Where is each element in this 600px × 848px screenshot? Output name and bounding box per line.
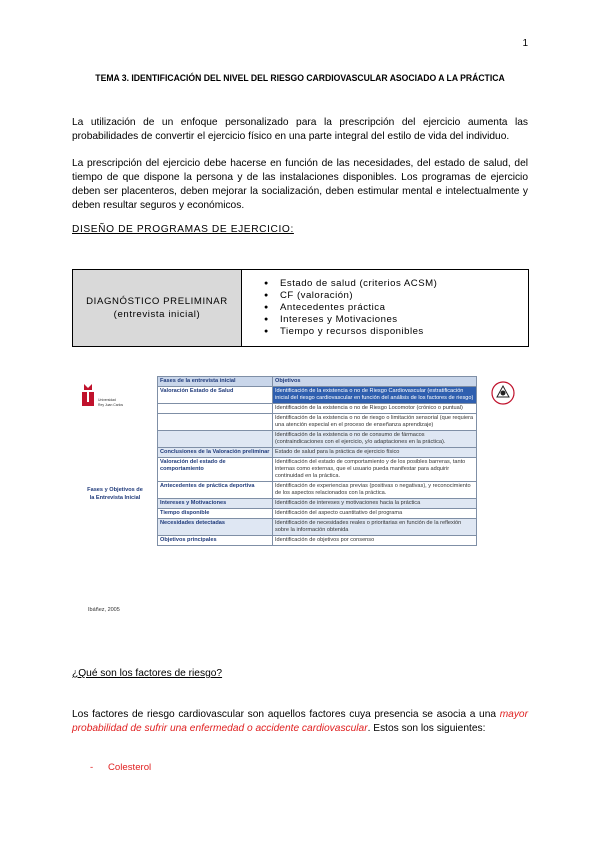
header-cell: Fases de la entrevista inicial: [158, 377, 273, 387]
objective-cell: Identificación de la existencia o no de Riesgo Cardiovascular (estratificación inicial del riesgo cardiovascular en función del análisis de los factores de riesgo): [273, 387, 477, 404]
objective-cell: Estado de salud para la práctica de ejercicio físico: [273, 448, 477, 458]
table-row: [158, 448, 477, 458]
table-row: [158, 431, 477, 448]
phase-cell: Valoración Estado de Salud: [158, 387, 273, 404]
document-title: TEMA 3. IDENTIFICACIÓN DEL NIVEL DEL RIESGO CARDIOVASCULAR ASOCIADO A LA PRÁCTICA: [95, 72, 505, 83]
risk-factors-paragraph: [72, 708, 528, 736]
highlighted-text: mayor probabilidad de sufrir una enfermedad o accidente cardiovascular: [72, 709, 528, 734]
paragraph-text: Los factores de riesgo cardiovascular son aquellos factores cuya presencia se asocia a una: [72, 709, 500, 720]
phase-cell: Tiempo disponible: [158, 509, 273, 519]
phase-cell: Necesidades detectadas: [158, 519, 273, 536]
diagnostic-item: ● Antecedentes práctica: [280, 302, 528, 314]
phase-cell: Conclusiones de la Valoración preliminar: [158, 448, 273, 458]
university-name-2: Rey Juan Carlos: [98, 403, 124, 407]
prescription-paragraph: La prescripción del ejercicio debe hacerse en función de las necesidades, del estado de salud, del tiempo de que dispone la persona y de las instalaciones disponibles. Los programas de ejercicio deben ser placenteros, deben mejorar la socialización, deben estimular mental e intelectualmente y deben resultar seguros y económicos.: [72, 158, 528, 211]
diagnostic-sublabel: (entrevista inicial): [113, 309, 201, 320]
page-number: 1: [522, 38, 528, 49]
phase-cell: [158, 414, 273, 431]
side-caption-line: la Entrevista Inicial: [89, 495, 141, 501]
table-header-row: [158, 377, 477, 387]
table-row: [158, 482, 477, 499]
table-row: [158, 414, 477, 431]
figure-citation: Ibáñez, 2005: [88, 607, 120, 613]
diagnostic-label-cell: [73, 270, 242, 346]
objective-cell: Identificación de la existencia o no de riesgo o limitación sensorial (que requiera una atención especial en el proceso de enseñanza aprendizaje): [273, 414, 477, 431]
diagnostic-item: ● CF (valoración): [280, 290, 528, 302]
risk-factor-list-item: [90, 762, 151, 773]
figure-side-caption: [76, 486, 154, 502]
interview-phases-figure: [72, 376, 527, 624]
interview-phases-table: [157, 376, 477, 546]
phase-cell: Objetivos principales: [158, 536, 273, 546]
phase-cell: [158, 431, 273, 448]
diagnostic-item: ● Estado de salud (criterios ACSM): [280, 278, 528, 290]
risk-factor-label: Colesterol: [108, 762, 152, 773]
objective-cell: Identificación del aspecto cuantitativo del programa: [273, 509, 477, 519]
university-name-1: Universidad: [98, 398, 116, 402]
table-row: [158, 519, 477, 536]
objective-cell: Identificación de necesidades reales o prioritarias en función de la reflexión sobre la información obtenida: [273, 519, 477, 536]
phase-cell: Antecedentes de práctica deportiva: [158, 482, 273, 499]
diagnostic-list: [264, 278, 528, 338]
section-heading: DISEÑO DE PROGRAMAS DE EJERCICIO:: [72, 224, 294, 235]
table-row: [158, 509, 477, 519]
objective-cell: Identificación de objetivos por consenso: [273, 536, 477, 546]
list-dash: -: [90, 762, 94, 773]
phase-cell: Intereses y Motivaciones: [158, 499, 273, 509]
side-caption-line: Fases y Objetivos de: [87, 487, 143, 493]
paragraph-text: . Estos son los siguientes:: [367, 723, 486, 734]
table-row: [158, 387, 477, 404]
objective-cell: Identificación de la existencia o no de Riesgo Locomotor (crónico o puntual): [273, 404, 477, 414]
header-cell: Objetivos: [273, 377, 477, 387]
table-row: [158, 404, 477, 414]
diagnostic-box: [72, 269, 529, 347]
diagnostic-item: ● Intereses y Motivaciones: [280, 314, 528, 326]
university-logo: [80, 382, 140, 410]
diagnostic-items-cell: [242, 270, 528, 346]
objective-cell: Identificación del estado de comportamiento y de los posibles barreras, tanto internas como externas, que el usuario pueda manifestar para adquirir continuidad en la práctica.: [273, 458, 477, 482]
table-row: [158, 499, 477, 509]
risk-factors-question: ¿Qué son los factores de riesgo?: [72, 668, 223, 679]
phase-cell: [158, 404, 273, 414]
diagnostic-label: DIAGNÓSTICO PRELIMINAR: [86, 296, 228, 307]
objective-cell: Identificación de intereses y motivaciones hacia la práctica: [273, 499, 477, 509]
intro-paragraph: La utilización de un enfoque personalizado para la prescripción del ejercicio aumenta las probabilidades de convertir el ejercicio físico en una parte integral del estilo de vida del individuo.: [72, 117, 528, 142]
table-row: [158, 536, 477, 546]
objective-cell: Identificación de la existencia o no de consumo de fármacos (contraindicaciones con el ejercicio, y/o adaptaciones en la práctica).: [273, 431, 477, 448]
phase-cell: Valoración del estado de comportamiento: [158, 458, 273, 482]
institution-seal-icon: [490, 380, 516, 406]
diagnostic-item: ● Tiempo y recursos disponibles: [280, 326, 528, 338]
objective-cell: Identificación de experiencias previas (positivas o negativas), y reconocimiento de los aspectos relacionados con la práctica.: [273, 482, 477, 499]
table-row: [158, 458, 477, 482]
